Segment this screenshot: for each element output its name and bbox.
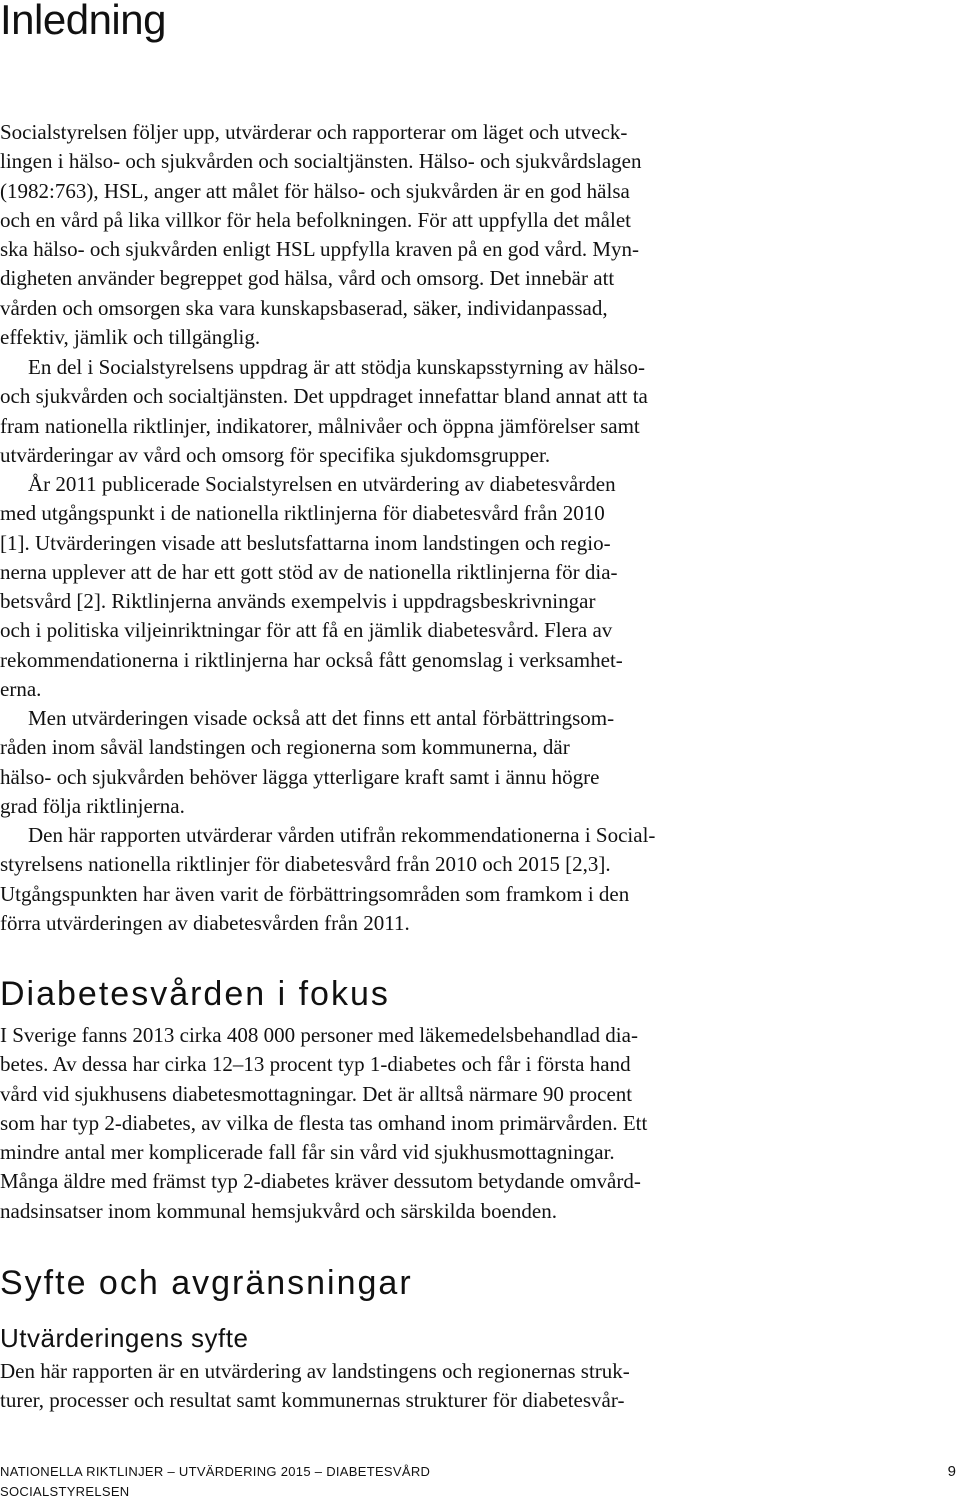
- text-line: betes. Av dessa har cirka 12–13 procent typ 1-diabetes och får i första hand: [0, 1052, 631, 1077]
- footer-publisher: SOCIALSTYRELSEN: [0, 1484, 130, 1499]
- text-line: vården och omsorgen ska vara kunskapsbaserad, säker, individanpassad,: [0, 295, 608, 320]
- text-line: Den här rapporten är en utvärdering av landstingens och regionernas struk-: [0, 1359, 630, 1383]
- text-line: och en vård på lika villkor för hela befolkningen. För att uppfylla det målet: [0, 207, 631, 232]
- text-line: råden inom såväl landstingen och regionerna som kommunerna, där: [0, 735, 570, 760]
- paragraph-intro-3: [0, 470, 623, 704]
- page-footer: [0, 1462, 430, 1502]
- text-line: vård vid sjukhusens diabetesmottagningar. Det är alltså närmare 90 procent: [0, 1081, 633, 1106]
- text-line: Den här rapporten utvärderar vården utifrån rekommendationerna i Social-: [28, 823, 656, 847]
- text-line: hälso- och sjukvården behöver lägga ytterligare kraft samt i ännu högre: [0, 764, 600, 789]
- text-line: Många äldre med främst typ 2-diabetes kräver dessutom betydande omvård-: [0, 1169, 641, 1194]
- text-line: digheten använder begreppet god hälsa, vård och omsorg. Det innebär att: [0, 266, 615, 291]
- text-line: turer, processer och resultat samt kommunernas strukturer för diabetesvår-: [0, 1388, 625, 1413]
- text-line: nadsinsatser inom kommunal hemsjukvård och särskilda boenden.: [0, 1198, 557, 1223]
- text-line: utvärderingar av vård och omsorg för specifika sjukdomsgrupper.: [0, 442, 551, 467]
- paragraph-intro-5: [0, 821, 655, 938]
- text-line: En del i Socialstyrelsens uppdrag är att stödja kunskapsstyrning av hälso-: [28, 355, 646, 379]
- heading-syfte-och-avgransningar: Syfte och avgränsningar: [0, 1264, 413, 1302]
- text-line: [1]. Utvärderingen visade att beslutsfattarna inom landstingen och regio-: [0, 530, 611, 555]
- text-line: betsvård [2]. Riktlinjerna används exempelvis i uppdragsbeskrivningar: [0, 589, 596, 614]
- text-line: (1982:763), HSL, anger att målet för hälso- och sjukvården är en god hälsa: [0, 178, 630, 203]
- text-line: och sjukvården och socialtjänsten. Det uppdraget innefattar bland annat att ta: [0, 384, 648, 409]
- heading-diabetesvarden-i-fokus: Diabetesvården i fokus: [0, 975, 390, 1013]
- heading-inledning: Inledning: [0, 0, 166, 43]
- paragraph-intro-4: [0, 704, 614, 821]
- subheading-utvarderingens-syfte: Utvärderingens syfte: [0, 1323, 249, 1353]
- text-line: Socialstyrelsen följer upp, utvärderar och rapporterar om läget och utveck-: [0, 120, 628, 144]
- paragraph-intro-2: [0, 353, 648, 470]
- paragraph-syfte: [0, 1357, 630, 1416]
- text-line: I Sverige fanns 2013 cirka 408 000 personer med läkemedelsbehandlad dia-: [0, 1023, 638, 1047]
- text-line: mindre antal mer komplicerade fall får sin vård vid sjukhusmottagningar.: [0, 1140, 615, 1165]
- text-line: rekommendationerna i riktlinjerna har också fått genomslag i verksamhet-: [0, 647, 623, 672]
- text-line: fram nationella riktlinjer, indikatorer, målnivåer och öppna jämförelser samt: [0, 413, 640, 438]
- text-line: År 2011 publicerade Socialstyrelsen en utvärdering av diabetesvården: [28, 472, 616, 496]
- text-line: och i politiska viljeinriktningar för att få en jämlik diabetesvård. Flera av: [0, 618, 613, 643]
- page-number: 9: [947, 1463, 956, 1480]
- text-line: effektiv, jämlik och tillgänglig.: [0, 325, 261, 350]
- text-line: Men utvärderingen visade också att det finns ett antal förbättringsom-: [28, 706, 615, 730]
- text-line: Utgångspunkten har även varit de förbättringsområden som framkom i den: [0, 881, 630, 906]
- text-line: med utgångspunkt i de nationella riktlinjerna för diabetesvård från 2010: [0, 501, 605, 526]
- text-line: erna.: [0, 677, 42, 702]
- paragraph-intro-1: [0, 118, 642, 352]
- footer-report-title: NATIONELLA RIKTLINJER – UTVÄRDERING 2015 – DIABETESVÅRD: [0, 1464, 431, 1479]
- text-line: grad följa riktlinjerna.: [0, 793, 185, 818]
- text-line: förra utvärderingen av diabetesvården från 2011.: [0, 910, 410, 935]
- text-line: styrelsens nationella riktlinjer för diabetesvård från 2010 och 2015 [2,3].: [0, 852, 611, 877]
- text-line: lingen i hälso- och sjukvården och socialtjänsten. Hälso- och sjukvårdslagen: [0, 149, 642, 174]
- text-line: nerna upplever att de har ett gott stöd av de nationella riktlinjerna för dia-: [0, 559, 618, 584]
- paragraph-diabetesvarden: [0, 1021, 647, 1226]
- text-line: som har typ 2-diabetes, av vilka de flesta tas omhand inom primärvården. Ett: [0, 1110, 648, 1135]
- text-line: ska hälso- och sjukvården enligt HSL uppfylla kraven på en god vård. Myn-: [0, 237, 639, 262]
